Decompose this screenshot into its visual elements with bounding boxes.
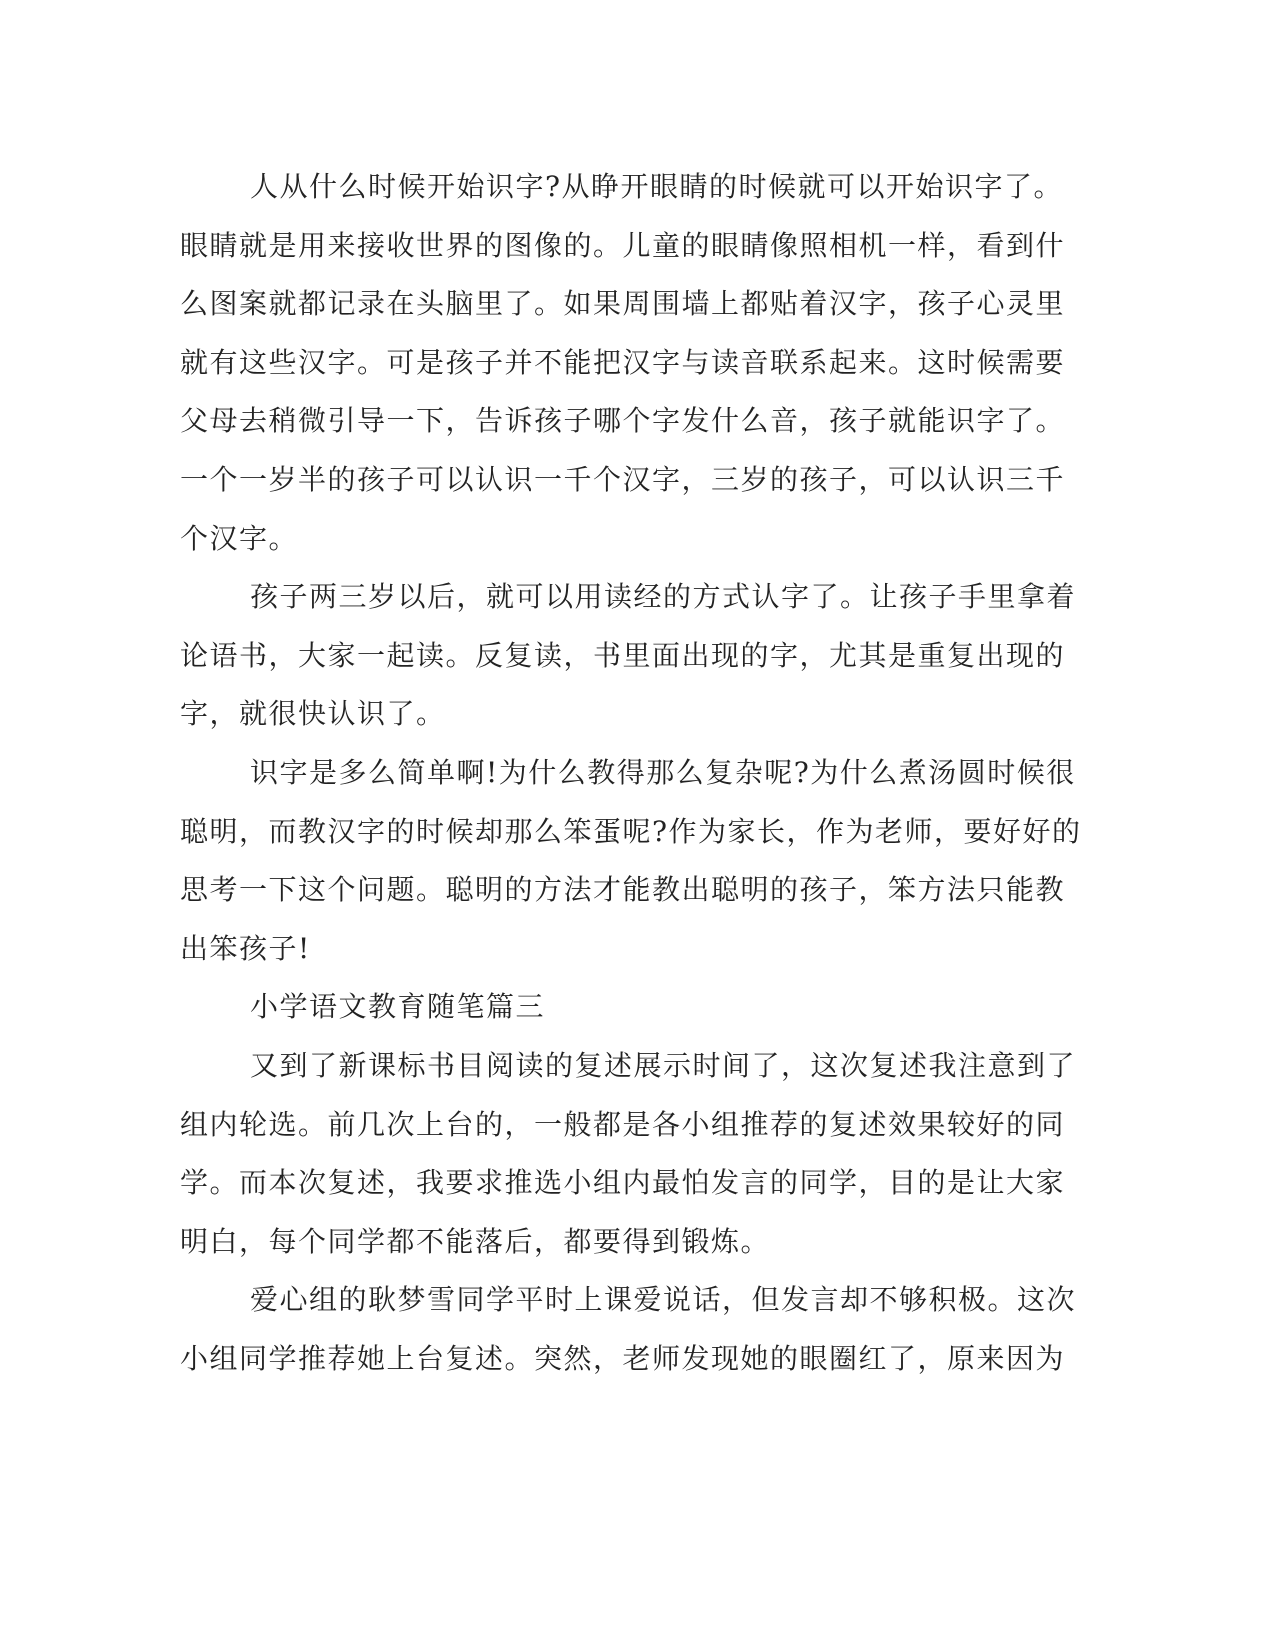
- paragraph-line: 一个一岁半的孩子可以认识一千个汉字，三岁的孩子，可以认识三千: [180, 462, 1066, 496]
- paragraph-line: 又到了新课标书目阅读的复述展示时间了，这次复述我注意到了: [250, 1048, 1077, 1082]
- paragraph-line: 组内轮选。前几次上台的，一般都是各小组推荐的复述效果较好的同: [180, 1107, 1066, 1141]
- paragraph-line: 父母去稍微引导一下，告诉孩子哪个字发什么音，孩子就能识字了。: [180, 404, 1066, 438]
- paragraph-line: 人从什么时候开始识字?从睁开眼睛的时候就可以开始识字了。: [250, 170, 1064, 203]
- paragraph-line: 学。而本次复述，我要求推选小组内最怕发言的同学，目的是让大家: [180, 1166, 1066, 1200]
- paragraph-line: 聪明，而教汉字的时候却那么笨蛋呢?作为家长，作为老师，要好好的: [180, 814, 1082, 848]
- paragraph-line: 孩子两三岁以后，就可以用读经的方式认字了。让孩子手里拿着: [250, 580, 1077, 614]
- paragraph-line: 明白，每个同学都不能落后，都要得到锻炼。: [180, 1224, 771, 1258]
- paragraph-line: 么图案就都记录在头脑里了。如果周围墙上都贴着汉字，孩子心灵里: [180, 287, 1066, 321]
- paragraph-line: 思考一下这个问题。聪明的方法才能教出聪明的孩子，笨方法只能教: [180, 873, 1066, 907]
- paragraph-line: 眼睛就是用来接收世界的图像的。儿童的眼睛像照相机一样，看到什: [180, 228, 1066, 262]
- document-body: [180, 158, 1082, 1388]
- paragraph-line: 爱心组的耿梦雪同学平时上课爱说话，但发言却不够积极。这次: [250, 1283, 1077, 1317]
- paragraph-line: 个汉字。: [180, 521, 299, 555]
- paragraph-line: 识字是多么简单啊!为什么教得那么复杂呢?为什么煮汤圆时候很: [250, 755, 1076, 789]
- paragraph-line: 论语书，大家一起读。反复读，书里面出现的字，尤其是重复出现的: [180, 638, 1066, 672]
- paragraph-line: 出笨孩子!: [180, 931, 311, 965]
- paragraph-line: 小组同学推荐她上台复述。突然，老师发现她的眼圈红了，原来因为: [180, 1341, 1066, 1375]
- section-heading: 小学语文教育随笔篇三: [250, 990, 546, 1024]
- paragraph-line: 字，就很快认识了。: [180, 697, 446, 731]
- paragraph-line: 就有这些汉字。可是孩子并不能把汉字与读音联系起来。这时候需要: [180, 345, 1066, 379]
